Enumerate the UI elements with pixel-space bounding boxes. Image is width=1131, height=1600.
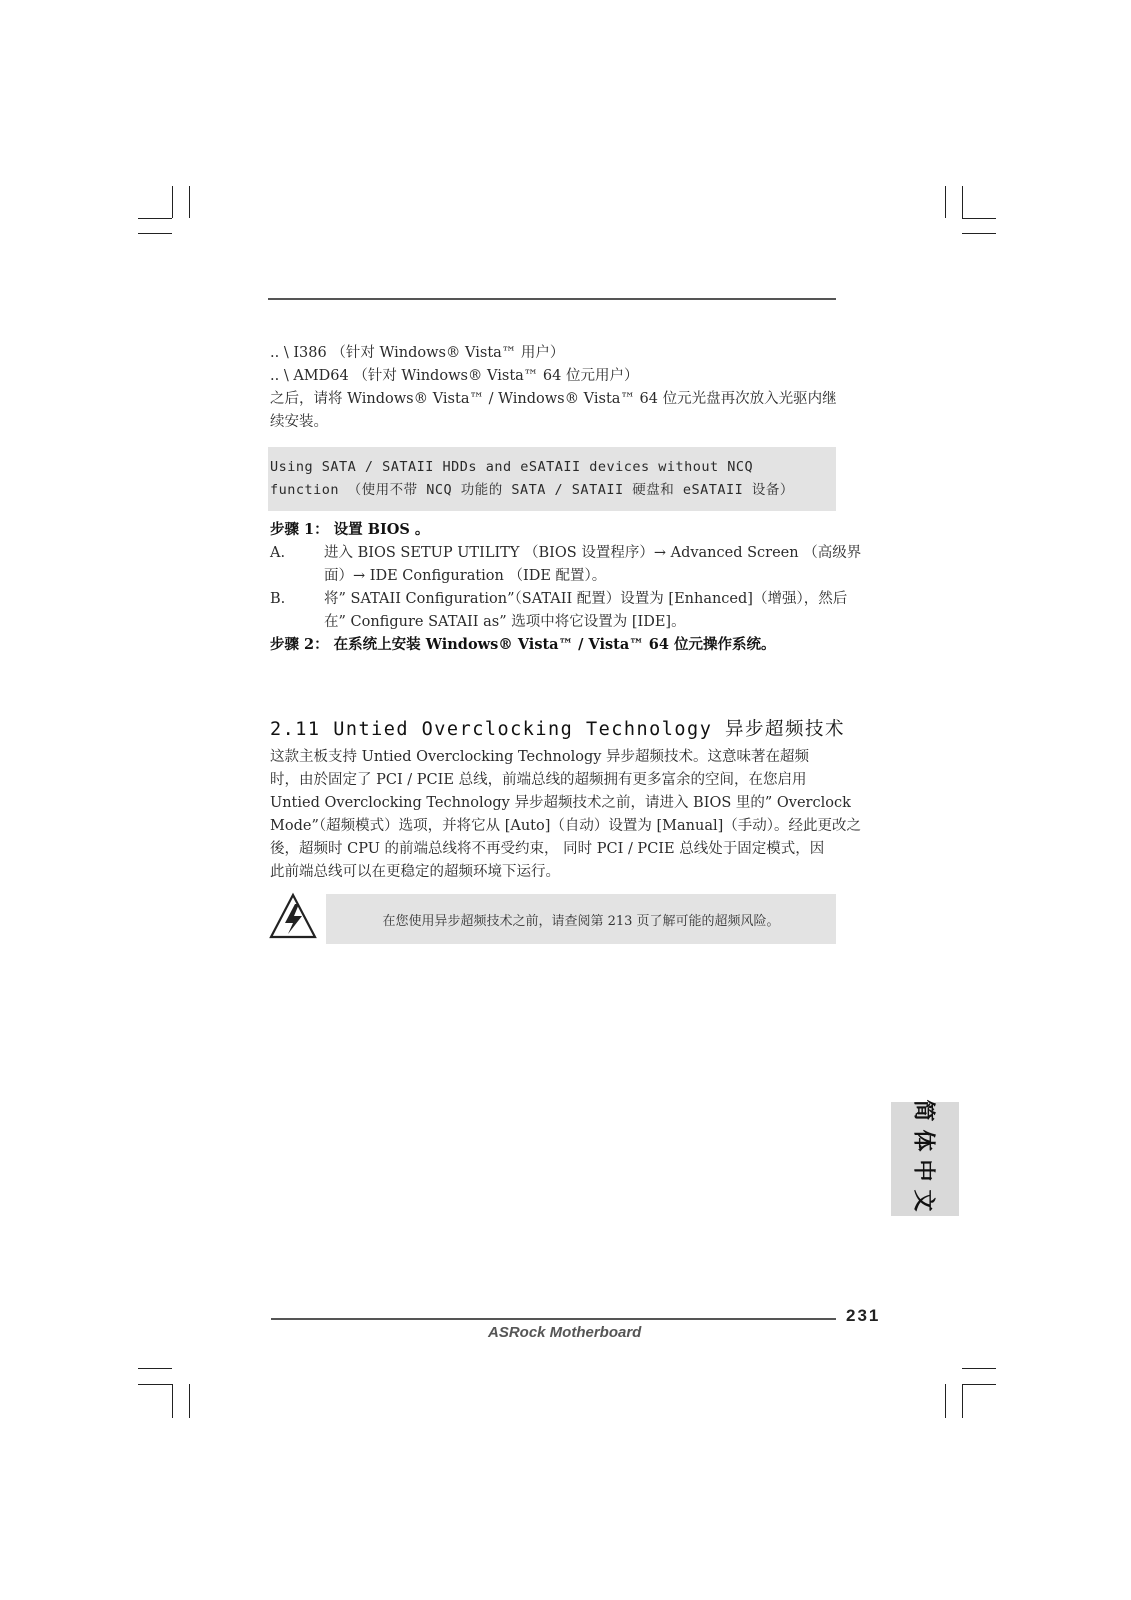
section-paragraph-line: Untied Overclocking Technology 异步超频技术之前，请进入 BIOS 里的” Overclock [270, 795, 851, 811]
section-title: 2.11 Untied Overclocking Technology 异步超频技术 [270, 719, 845, 740]
step-item-text: 面）→ IDE Configuration （IDE 配置）。 [324, 568, 607, 584]
page-number: 231 [846, 1306, 881, 1325]
language-side-tab [891, 1098, 959, 1220]
crop-mark [962, 186, 963, 218]
crop-mark [962, 1384, 996, 1385]
crop-mark [962, 1368, 996, 1369]
crop-mark [189, 186, 190, 218]
ncq-heading-line: Using SATA / SATAII HDDs and eSATAII devices without NCQ [270, 459, 754, 475]
crop-mark [962, 218, 996, 219]
step-item-text: 在” Configure SATAII as” 选项中将它设置为 [IDE]。 [324, 614, 686, 630]
section-paragraph-line: 此前端总线可以在更稳定的超频环境下运行。 [270, 864, 560, 880]
crop-mark [189, 1384, 190, 1418]
crop-mark [138, 218, 172, 219]
step-item-label: A. [270, 545, 286, 561]
section-paragraph-line: Mode”（超频模式）选项，并将它从 [Auto]（自动）设置为 [Manual]（手动）。经此更改之 [270, 818, 862, 834]
step-item-text: 将” SATAII Configuration”（SATAII 配置）设置为 [Enhanced]（增强），然后 [324, 591, 848, 607]
after-install-text: 之后，请将 Windows® Vista™ / Windows® Vista™ 64 位元光盘再次放入光驱内继 [270, 391, 837, 407]
crop-mark [945, 186, 946, 218]
crop-mark [172, 1384, 173, 1418]
step-item-label: B. [270, 591, 286, 607]
warning-text: 在您使用异步超频技术之前，请查阅第 213 页了解可能的超频风险。 [382, 913, 780, 929]
footer-rule [271, 1318, 836, 1320]
step-item-text: 进入 BIOS SETUP UTILITY （BIOS 设置程序）→ Advanced Screen （高级界 [324, 545, 862, 561]
crop-mark [138, 1384, 172, 1385]
footer-brand: ASRock Motherboard [488, 1324, 642, 1341]
section-paragraph-line: 时，由於固定了 PCI / PCIE 总线，前端总线的超频拥有更多富余的空间，在您启用 [270, 772, 807, 788]
language-side-tab-label: 简体中文 [910, 1098, 936, 1220]
header-rule [268, 298, 836, 300]
ncq-heading-line: function （使用不带 NCQ 功能的 SATA / SATAII 硬盘和 eSATAII 设备） [270, 482, 794, 498]
warning-triangle-icon [268, 892, 318, 940]
crop-mark [172, 186, 173, 218]
path-amd64: .. \ AMD64 （针对 Windows® Vista™ 64 位元用户） [270, 368, 639, 384]
crop-mark [945, 1384, 946, 1418]
path-i386: .. \ I386 （针对 Windows® Vista™ 用户） [270, 345, 565, 361]
section-paragraph-line: 後，超频时 CPU 的前端总线将不再受约束， 同时 PCI / PCIE 总线处于固定模式，因 [270, 841, 825, 857]
warning-box [326, 894, 836, 944]
crop-mark [138, 1368, 172, 1369]
step1-title: 步骤 1： 设置 BIOS 。 [270, 521, 430, 538]
crop-mark [962, 233, 996, 234]
ncq-heading-box [268, 447, 836, 511]
section-paragraph-line: 这款主板支持 Untied Overclocking Technology 异步超频技术。这意味著在超频 [270, 749, 810, 765]
crop-mark [138, 233, 172, 234]
step2-title: 步骤 2： 在系统上安装 Windows® Vista™ / Vista™ 64 位元操作系统。 [270, 636, 776, 653]
after-install-text: 续安装。 [270, 414, 328, 430]
crop-mark [962, 1384, 963, 1418]
